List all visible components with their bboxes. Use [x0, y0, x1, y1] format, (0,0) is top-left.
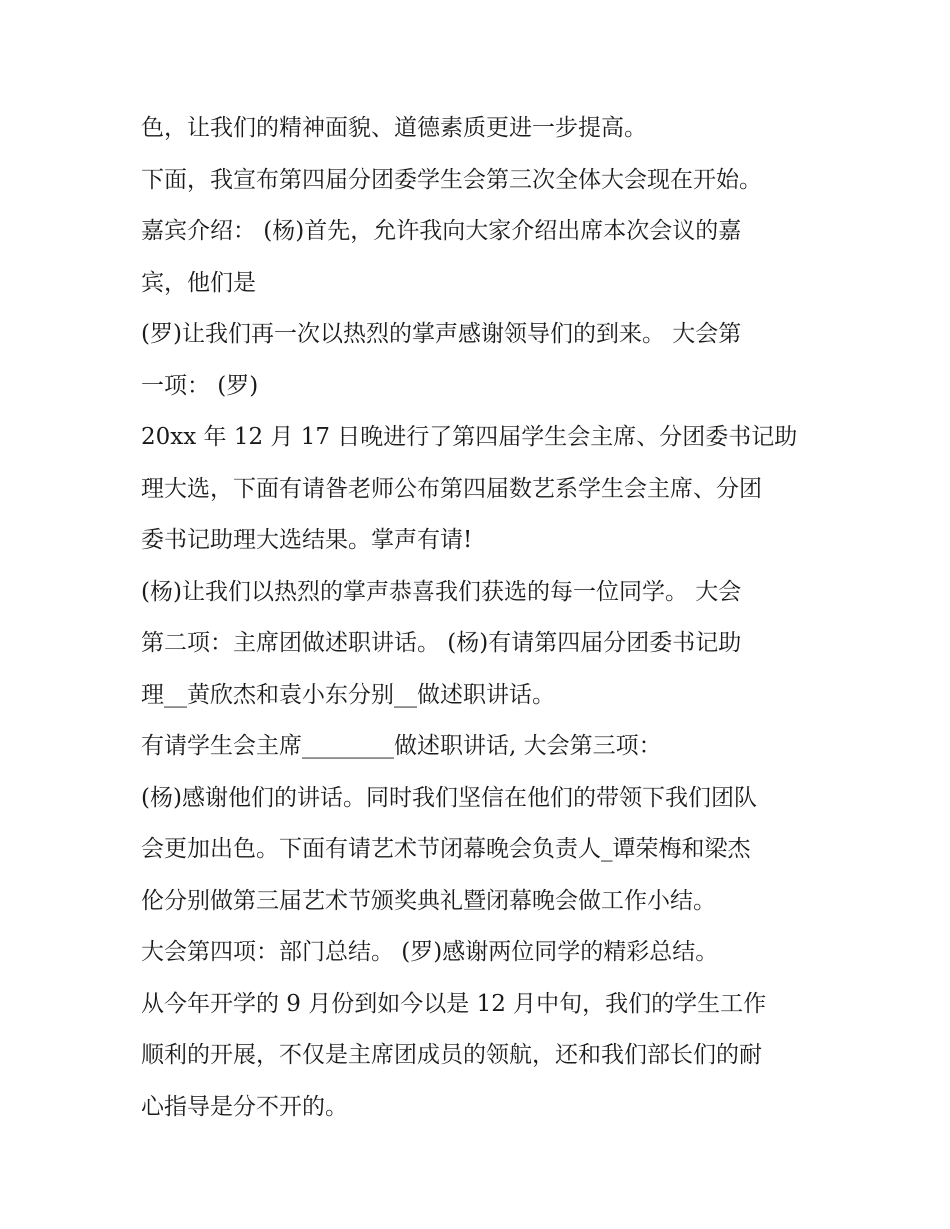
- text-line: 20xx 年 12 月 17 日晚进行了第四届学生会主席、分团委书记助: [141, 424, 798, 450]
- text-line: 会更加出色。下面有请艺术节闭幕晚会负责人_谭荣梅和梁杰: [141, 836, 751, 862]
- text-line: 嘉宾介绍： (杨)首先，允许我向大家介绍出席本次会议的嘉: [141, 218, 742, 244]
- text-line: 宾，他们是: [141, 269, 256, 296]
- text-line: 色，让我们的精神面貌、道德素质更进一步提高。: [141, 115, 647, 141]
- text-line: 理大选，下面有请昝老师公布第四届数艺系学生会主席、分团: [141, 475, 762, 502]
- text-line: 有请学生会主席________做述职讲话, 大会第三项：: [141, 733, 662, 759]
- document-body: [141, 108, 831, 1138]
- text-line: 第二项：主席团做述职讲话。 (杨)有请第四届分团委书记助: [141, 630, 742, 656]
- text-line: 理__黄欣杰和袁小东分别__做述职讲话。: [141, 681, 555, 708]
- text-line: (杨)感谢他们的讲话。同时我们坚信在他们的带领下我们团队: [141, 784, 757, 811]
- text-line: 委书记助理大选结果。掌声有请!: [141, 527, 473, 553]
- text-line: 下面，我宣布第四届分团委学生会第三次全体大会现在开始。: [141, 166, 762, 193]
- text-line: (杨)让我们以热烈的掌声恭喜我们获选的每一位同学。 大会: [141, 578, 742, 605]
- text-line: 大会第四项：部门总结。 (罗)感谢两位同学的精彩总结。: [141, 939, 719, 965]
- text-line: 心指导是分不开的。: [141, 1093, 348, 1120]
- text-line: 顺利的开展，不仅是主席团成员的领航，还和我们部长们的耐: [141, 1042, 762, 1068]
- text-line: (罗)让我们再一次以热烈的掌声感谢领导们的到来。 大会第: [141, 321, 742, 347]
- text-line: 一项： (罗): [141, 372, 259, 399]
- text-line: 伦分别做第三届艺术节颁奖典礼暨闭幕晚会做工作小结。: [141, 887, 716, 914]
- text-line: 从今年开学的 9 月份到如今以是 12 月中旬，我们的学生工作: [141, 990, 767, 1017]
